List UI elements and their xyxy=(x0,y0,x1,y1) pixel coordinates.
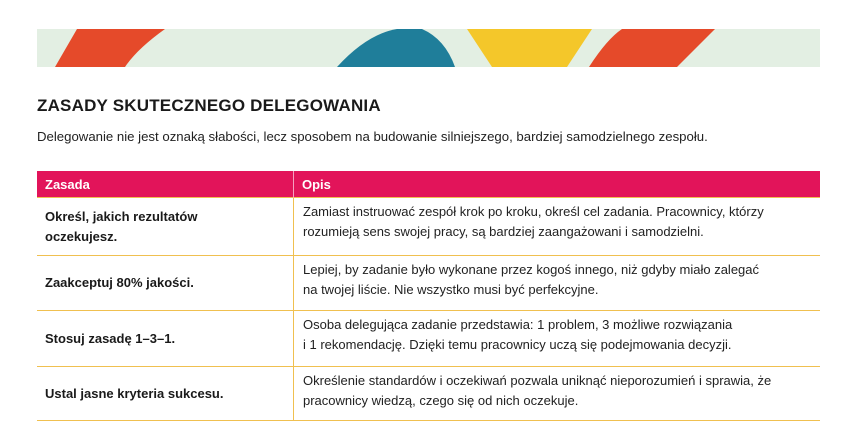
description-text-line: Osoba delegująca zadanie przedstawia: 1 problem, 3 możliwe rozwiązania xyxy=(303,317,733,332)
table-row xyxy=(37,311,820,367)
column-header-description: Opis xyxy=(294,171,821,198)
rule-cell xyxy=(37,256,294,311)
description-cell xyxy=(294,311,821,367)
table-row xyxy=(37,198,820,256)
rule-text-line: Stosuj zasadę 1–3–1. xyxy=(45,330,176,346)
description-text-line: na twojej liście. Nie wszystko musi być perfekcyjne. xyxy=(303,282,599,297)
description-text-line: Lepiej, by zadanie było wykonane przez kogoś innego, niż gdyby miało zalegać xyxy=(303,262,760,277)
description-text-line: pracownicy wiedzą, czego się od nich oczekuje. xyxy=(303,393,579,408)
description-text-line: Określenie standardów i oczekiwań pozwala uniknąć nieporozumień i sprawia, że xyxy=(303,373,772,388)
banner-shape-red-right xyxy=(589,29,715,67)
description-cell xyxy=(294,367,821,421)
banner-graphic xyxy=(37,29,820,67)
banner-shape-teal xyxy=(337,29,455,67)
delegation-principles-table xyxy=(37,171,820,421)
rule-text-line: Określ, jakich rezultatów xyxy=(45,208,198,224)
column-header-rule: Zasada xyxy=(37,171,294,198)
description-text-line: i 1 rekomendację. Dzięki temu pracownicy uczą się podejmowania decyzji. xyxy=(303,337,732,352)
rule-text-line: Ustal jasne kryteria sukcesu. xyxy=(45,385,224,401)
page-subtitle: Delegowanie nie jest oznaką słabości, lecz sposobem na budowanie silniejszego, bardziej samodzielnego zespołu. xyxy=(37,129,708,144)
rule-cell xyxy=(37,367,294,421)
banner-shape-yellow xyxy=(467,29,592,67)
banner-shape-red-left xyxy=(55,29,165,67)
description-text-line: rozumieją sens swojej pracy, są bardziej zaangażowani i samodzielni. xyxy=(303,224,704,239)
description-cell xyxy=(294,198,821,256)
rule-cell xyxy=(37,198,294,256)
table-row xyxy=(37,367,820,421)
rule-cell xyxy=(37,311,294,367)
rule-text-line: Zaakceptuj 80% jakości. xyxy=(45,275,194,290)
description-text-line: Zamiast instruować zespół krok po kroku, określ cel zadania. Pracownicy, którzy xyxy=(303,204,764,219)
table-header-row xyxy=(37,171,820,198)
page-title: ZASADY SKUTECZNEGO DELEGOWANIA xyxy=(37,96,381,115)
decorative-banner xyxy=(37,29,820,67)
rule-text-line: oczekujesz. xyxy=(45,228,118,244)
description-cell xyxy=(294,256,821,311)
table-row xyxy=(37,256,820,311)
